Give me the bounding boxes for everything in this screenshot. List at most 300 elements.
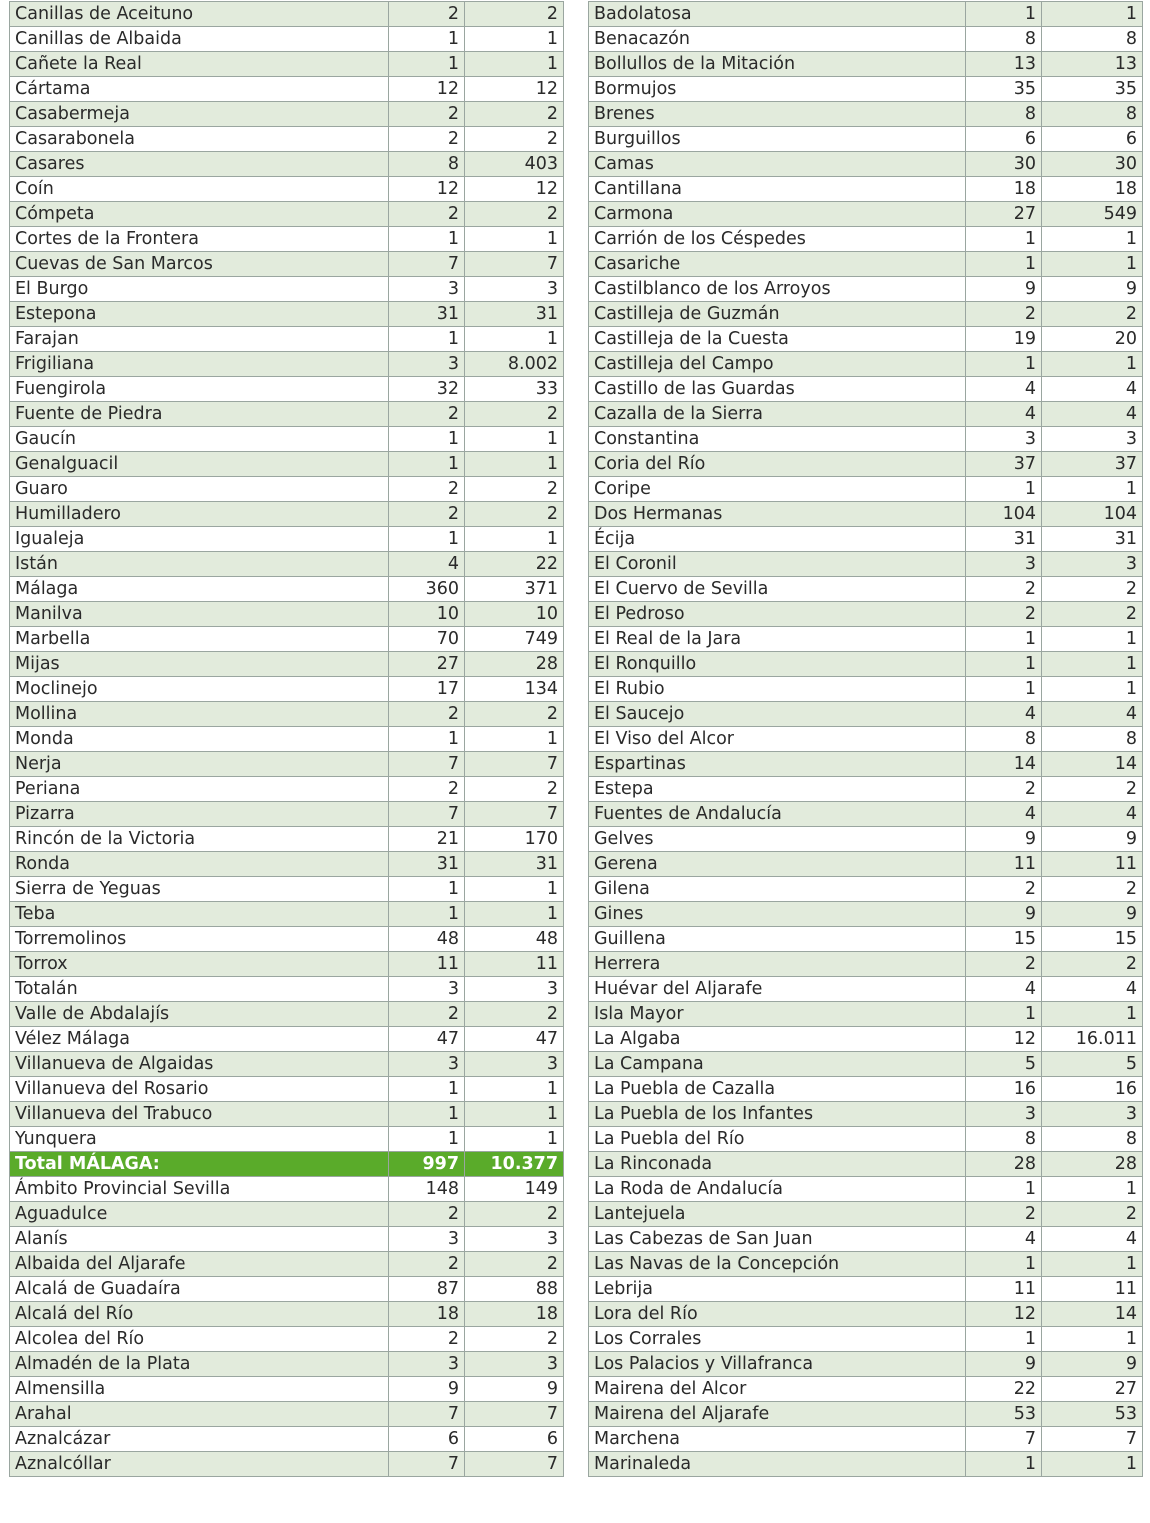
value-b-cell: 1 <box>1042 677 1143 702</box>
value-b-cell: 14 <box>1042 752 1143 777</box>
value-a-cell: 18 <box>966 177 1042 202</box>
table-row <box>589 352 1143 377</box>
municipality-cell: Aguadulce <box>10 1202 389 1227</box>
value-a-cell: 3 <box>389 277 465 302</box>
value-b-cell: 8 <box>1042 27 1143 52</box>
value-b-cell: 2 <box>1042 577 1143 602</box>
municipality-cell: La Puebla de Cazalla <box>589 1077 966 1102</box>
value-a-cell: 4 <box>966 402 1042 427</box>
table-row <box>589 202 1143 227</box>
table-row <box>589 1327 1143 1352</box>
value-a-cell: 1 <box>389 1102 465 1127</box>
table-row <box>589 1277 1143 1302</box>
table-row <box>10 252 564 277</box>
value-b-cell: 9 <box>1042 902 1143 927</box>
municipality-cell: Periana <box>10 777 389 802</box>
value-a-cell: 1 <box>389 427 465 452</box>
value-a-cell: 2 <box>389 202 465 227</box>
municipality-cell: Lora del Río <box>589 1302 966 1327</box>
value-b-cell: 18 <box>465 1302 564 1327</box>
value-b-cell: 22 <box>465 552 564 577</box>
value-a-cell: 9 <box>966 827 1042 852</box>
value-a-cell: 1 <box>389 227 465 252</box>
value-a-cell: 7 <box>389 1452 465 1477</box>
value-b-cell: 14 <box>1042 1302 1143 1327</box>
value-b-cell: 16 <box>1042 1077 1143 1102</box>
municipality-cell: Castilleja de Guzmán <box>589 302 966 327</box>
value-b-cell: 30 <box>1042 152 1143 177</box>
value-b-cell: 1 <box>465 1077 564 1102</box>
municipality-cell: Teba <box>10 902 389 927</box>
table-row <box>589 902 1143 927</box>
value-b-cell: 2 <box>465 777 564 802</box>
value-a-cell: 1 <box>966 2 1042 27</box>
value-a-cell: 1 <box>966 352 1042 377</box>
table-row <box>10 852 564 877</box>
value-a-cell: 1 <box>966 627 1042 652</box>
municipality-cell: Villanueva del Trabuco <box>10 1102 389 1127</box>
municipality-cell: Arahal <box>10 1402 389 1427</box>
table-row <box>10 452 564 477</box>
table-row <box>589 1227 1143 1252</box>
value-a-cell: 32 <box>389 377 465 402</box>
table-row <box>10 127 564 152</box>
municipality-cell: Cómpeta <box>10 202 389 227</box>
table-row <box>10 627 564 652</box>
value-b-cell: 10.377 <box>465 1152 564 1177</box>
table-row <box>589 1127 1143 1152</box>
municipality-cell: Gilena <box>589 877 966 902</box>
value-a-cell: 8 <box>966 727 1042 752</box>
municipality-cell: Los Palacios y Villafranca <box>589 1352 966 1377</box>
value-a-cell: 1 <box>389 1077 465 1102</box>
municipality-cell: Mairena del Aljarafe <box>589 1402 966 1427</box>
municipality-cell: Monda <box>10 727 389 752</box>
value-a-cell: 104 <box>966 502 1042 527</box>
table-row <box>10 952 564 977</box>
municipality-cell: Casariche <box>589 252 966 277</box>
municipality-cell: Málaga <box>10 577 389 602</box>
municipality-cell: El Burgo <box>10 277 389 302</box>
municipality-cell: Igualeja <box>10 527 389 552</box>
value-a-cell: 4 <box>966 977 1042 1002</box>
table-row <box>589 577 1143 602</box>
value-b-cell: 1 <box>1042 252 1143 277</box>
table-row <box>589 1052 1143 1077</box>
value-a-cell: 2 <box>966 1202 1042 1227</box>
municipality-cell: Villanueva del Rosario <box>10 1077 389 1102</box>
value-a-cell: 16 <box>966 1077 1042 1102</box>
value-b-cell: 1 <box>465 27 564 52</box>
municipality-cell: Moclinejo <box>10 677 389 702</box>
table-row <box>10 902 564 927</box>
table-row <box>10 1427 564 1452</box>
municipality-cell: Coín <box>10 177 389 202</box>
table-row <box>589 1177 1143 1202</box>
municipality-cell: Coria del Río <box>589 452 966 477</box>
value-b-cell: 27 <box>1042 1377 1143 1402</box>
value-a-cell: 2 <box>966 777 1042 802</box>
municipality-cell: El Saucejo <box>589 702 966 727</box>
municipality-cell: Aznalcázar <box>10 1427 389 1452</box>
municipality-cell: El Viso del Alcor <box>589 727 966 752</box>
municipality-cell: Castilblanco de los Arroyos <box>589 277 966 302</box>
table-row <box>589 1402 1143 1427</box>
value-b-cell: 3 <box>465 1352 564 1377</box>
value-a-cell: 7 <box>389 802 465 827</box>
table-row <box>10 677 564 702</box>
municipality-cell: Total MÁLAGA: <box>10 1152 389 1177</box>
table-row <box>589 702 1143 727</box>
table-row <box>589 677 1143 702</box>
table-row <box>589 152 1143 177</box>
value-a-cell: 12 <box>389 177 465 202</box>
table-row <box>10 1077 564 1102</box>
value-b-cell: 1 <box>1042 352 1143 377</box>
table-row <box>10 27 564 52</box>
table-row <box>589 252 1143 277</box>
municipality-cell: Écija <box>589 527 966 552</box>
municipality-cell: Bollullos de la Mitación <box>589 52 966 77</box>
value-b-cell: 1 <box>465 452 564 477</box>
value-a-cell: 3 <box>389 352 465 377</box>
value-b-cell: 170 <box>465 827 564 852</box>
value-a-cell: 11 <box>966 852 1042 877</box>
value-b-cell: 12 <box>465 177 564 202</box>
value-a-cell: 1 <box>389 727 465 752</box>
table-row <box>589 452 1143 477</box>
municipality-cell: Torremolinos <box>10 927 389 952</box>
table-row <box>10 1352 564 1377</box>
municipality-cell: Cañete la Real <box>10 52 389 77</box>
table-row <box>589 1352 1143 1377</box>
value-a-cell: 1 <box>389 902 465 927</box>
value-b-cell: 2 <box>465 502 564 527</box>
value-b-cell: 1 <box>465 1102 564 1127</box>
value-b-cell: 3 <box>465 977 564 1002</box>
value-a-cell: 8 <box>389 152 465 177</box>
value-a-cell: 7 <box>389 252 465 277</box>
value-a-cell: 1 <box>966 1252 1042 1277</box>
municipality-cell: Los Corrales <box>589 1327 966 1352</box>
value-b-cell: 2 <box>465 702 564 727</box>
value-a-cell: 9 <box>966 1352 1042 1377</box>
table-row <box>10 652 564 677</box>
value-a-cell: 3 <box>389 1227 465 1252</box>
table-row <box>10 527 564 552</box>
value-b-cell: 1 <box>465 427 564 452</box>
table-row <box>589 377 1143 402</box>
value-a-cell: 8 <box>966 102 1042 127</box>
value-a-cell: 3 <box>389 1052 465 1077</box>
value-b-cell: 2 <box>1042 302 1143 327</box>
value-a-cell: 12 <box>966 1302 1042 1327</box>
municipality-cell: Valle de Abdalajís <box>10 1002 389 1027</box>
municipality-cell: Marchena <box>589 1427 966 1452</box>
value-b-cell: 8 <box>1042 727 1143 752</box>
value-b-cell: 16.011 <box>1042 1027 1143 1052</box>
municipality-cell: Isla Mayor <box>589 1002 966 1027</box>
value-a-cell: 14 <box>966 752 1042 777</box>
municipality-cell: La Puebla del Río <box>589 1127 966 1152</box>
table-row <box>10 227 564 252</box>
value-a-cell: 31 <box>389 302 465 327</box>
value-b-cell: 3 <box>465 1052 564 1077</box>
table-row <box>589 977 1143 1002</box>
municipality-cell: Las Cabezas de San Juan <box>589 1227 966 1252</box>
value-b-cell: 1 <box>465 527 564 552</box>
value-a-cell: 2 <box>389 1002 465 1027</box>
municipality-cell: Canillas de Aceituno <box>10 2 389 27</box>
value-b-cell: 2 <box>465 202 564 227</box>
value-b-cell: 1 <box>1042 1452 1143 1477</box>
municipality-cell: Castilleja del Campo <box>589 352 966 377</box>
value-b-cell: 8 <box>1042 1127 1143 1152</box>
value-b-cell: 1 <box>465 327 564 352</box>
value-b-cell: 8 <box>1042 102 1143 127</box>
table-row <box>589 552 1143 577</box>
value-b-cell: 1 <box>465 1127 564 1152</box>
value-a-cell: 6 <box>389 1427 465 1452</box>
value-b-cell: 9 <box>1042 827 1143 852</box>
value-a-cell: 8 <box>966 27 1042 52</box>
table-row <box>10 477 564 502</box>
table-row <box>589 1302 1143 1327</box>
right-municipality-table <box>588 1 1143 1477</box>
table-row <box>589 177 1143 202</box>
municipality-cell: Albaida del Aljarafe <box>10 1252 389 1277</box>
value-a-cell: 1 <box>966 1452 1042 1477</box>
value-b-cell: 2 <box>465 1252 564 1277</box>
value-a-cell: 2 <box>389 1327 465 1352</box>
table-row <box>10 2 564 27</box>
table-row <box>589 802 1143 827</box>
value-b-cell: 88 <box>465 1277 564 1302</box>
value-b-cell: 28 <box>1042 1152 1143 1177</box>
table-row <box>10 877 564 902</box>
municipality-cell: Almensilla <box>10 1377 389 1402</box>
table-row <box>10 1177 564 1202</box>
value-a-cell: 6 <box>966 127 1042 152</box>
table-row <box>589 477 1143 502</box>
table-row <box>589 1377 1143 1402</box>
value-a-cell: 7 <box>389 1402 465 1427</box>
value-b-cell: 11 <box>465 952 564 977</box>
value-b-cell: 1 <box>465 902 564 927</box>
value-a-cell: 35 <box>966 77 1042 102</box>
value-a-cell: 27 <box>389 652 465 677</box>
value-a-cell: 2 <box>389 102 465 127</box>
municipality-cell: Humilladero <box>10 502 389 527</box>
value-a-cell: 2 <box>966 877 1042 902</box>
municipality-cell: Dos Hermanas <box>589 502 966 527</box>
municipality-cell: El Coronil <box>589 552 966 577</box>
municipality-cell: Alanís <box>10 1227 389 1252</box>
value-a-cell: 87 <box>389 1277 465 1302</box>
municipality-cell: Marinaleda <box>589 1452 966 1477</box>
value-a-cell: 2 <box>389 477 465 502</box>
value-b-cell: 1 <box>465 727 564 752</box>
value-b-cell: 3 <box>1042 552 1143 577</box>
value-a-cell: 15 <box>966 927 1042 952</box>
municipality-cell: Coripe <box>589 477 966 502</box>
value-a-cell: 2 <box>389 702 465 727</box>
value-b-cell: 20 <box>1042 327 1143 352</box>
value-a-cell: 37 <box>966 452 1042 477</box>
table-row <box>10 552 564 577</box>
value-a-cell: 19 <box>966 327 1042 352</box>
table-row <box>10 327 564 352</box>
value-b-cell: 1 <box>1042 1002 1143 1027</box>
value-a-cell: 4 <box>966 1227 1042 1252</box>
table-row <box>589 77 1143 102</box>
value-a-cell: 21 <box>389 827 465 852</box>
table-row <box>589 52 1143 77</box>
municipality-cell: Constantina <box>589 427 966 452</box>
value-a-cell: 11 <box>966 1277 1042 1302</box>
table-row <box>10 1002 564 1027</box>
value-b-cell: 9 <box>1042 277 1143 302</box>
table-row <box>589 727 1143 752</box>
table-row <box>10 1452 564 1477</box>
value-b-cell: 31 <box>465 852 564 877</box>
value-b-cell: 31 <box>1042 527 1143 552</box>
municipality-cell: Cortes de la Frontera <box>10 227 389 252</box>
table-row <box>10 777 564 802</box>
table-row <box>10 377 564 402</box>
table-row <box>10 577 564 602</box>
value-b-cell: 6 <box>465 1427 564 1452</box>
municipality-cell: Mijas <box>10 652 389 677</box>
table-row <box>10 502 564 527</box>
municipality-cell: Cuevas de San Marcos <box>10 252 389 277</box>
value-a-cell: 1 <box>966 227 1042 252</box>
municipality-cell: Alcalá de Guadaíra <box>10 1277 389 1302</box>
municipality-cell: Bormujos <box>589 77 966 102</box>
table-row <box>589 1027 1143 1052</box>
value-b-cell: 2 <box>1042 777 1143 802</box>
value-b-cell: 1 <box>1042 627 1143 652</box>
value-a-cell: 2 <box>389 777 465 802</box>
value-a-cell: 3 <box>389 1352 465 1377</box>
table-row <box>10 177 564 202</box>
value-a-cell: 2 <box>966 602 1042 627</box>
municipality-cell: Fuentes de Andalucía <box>589 802 966 827</box>
value-b-cell: 18 <box>1042 177 1143 202</box>
value-b-cell: 3 <box>465 277 564 302</box>
table-row <box>589 652 1143 677</box>
value-a-cell: 1 <box>389 52 465 77</box>
table-row <box>10 1202 564 1227</box>
table-row <box>589 952 1143 977</box>
municipality-cell: Mollina <box>10 702 389 727</box>
value-b-cell: 3 <box>465 1227 564 1252</box>
value-b-cell: 2 <box>465 402 564 427</box>
value-a-cell: 4 <box>966 377 1042 402</box>
municipality-cell: Alcalá del Río <box>10 1302 389 1327</box>
municipality-cell: Casarabonela <box>10 127 389 152</box>
value-b-cell: 1 <box>1042 1252 1143 1277</box>
table-row <box>589 827 1143 852</box>
value-a-cell: 2 <box>389 2 465 27</box>
municipality-cell: Gerena <box>589 852 966 877</box>
municipality-cell: Alcolea del Río <box>10 1327 389 1352</box>
table-row <box>10 1327 564 1352</box>
municipality-cell: Rincón de la Victoria <box>10 827 389 852</box>
table-row <box>589 1252 1143 1277</box>
municipality-cell: Guaro <box>10 477 389 502</box>
value-b-cell: 31 <box>465 302 564 327</box>
municipality-cell: Canillas de Albaida <box>10 27 389 52</box>
table-row <box>10 1402 564 1427</box>
municipality-cell: La Rinconada <box>589 1152 966 1177</box>
table-row <box>10 102 564 127</box>
value-b-cell: 1 <box>1042 652 1143 677</box>
table-row <box>10 1102 564 1127</box>
table-row <box>10 1227 564 1252</box>
value-b-cell: 6 <box>1042 127 1143 152</box>
value-b-cell: 7 <box>465 1402 564 1427</box>
municipality-cell: Frigiliana <box>10 352 389 377</box>
municipality-cell: Yunquera <box>10 1127 389 1152</box>
municipality-cell: Carrión de los Céspedes <box>589 227 966 252</box>
value-b-cell: 47 <box>465 1027 564 1052</box>
municipality-cell: Ronda <box>10 852 389 877</box>
municipality-cell: Brenes <box>589 102 966 127</box>
municipality-cell: El Real de la Jara <box>589 627 966 652</box>
value-a-cell: 5 <box>966 1052 1042 1077</box>
value-a-cell: 148 <box>389 1177 465 1202</box>
value-a-cell: 11 <box>389 952 465 977</box>
table-row <box>10 977 564 1002</box>
value-b-cell: 2 <box>465 1002 564 1027</box>
municipality-cell: Casabermeja <box>10 102 389 127</box>
table-row <box>10 152 564 177</box>
table-row <box>10 802 564 827</box>
value-b-cell: 1 <box>465 52 564 77</box>
value-a-cell: 1 <box>966 1327 1042 1352</box>
table-row <box>10 1252 564 1277</box>
municipality-cell: Badolatosa <box>589 2 966 27</box>
value-a-cell: 28 <box>966 1152 1042 1177</box>
value-a-cell: 13 <box>966 52 1042 77</box>
table-row <box>589 627 1143 652</box>
value-a-cell: 1 <box>966 652 1042 677</box>
municipality-cell: Sierra de Yeguas <box>10 877 389 902</box>
table-row <box>589 227 1143 252</box>
value-b-cell: 104 <box>1042 502 1143 527</box>
value-b-cell: 7 <box>465 252 564 277</box>
municipality-cell: La Roda de Andalucía <box>589 1177 966 1202</box>
municipality-cell: El Rubio <box>589 677 966 702</box>
value-a-cell: 4 <box>389 552 465 577</box>
value-a-cell: 2 <box>389 402 465 427</box>
municipality-cell: Herrera <box>589 952 966 977</box>
municipality-cell: Gines <box>589 902 966 927</box>
value-b-cell: 7 <box>465 802 564 827</box>
table-row <box>10 1027 564 1052</box>
value-a-cell: 18 <box>389 1302 465 1327</box>
value-b-cell: 7 <box>465 1452 564 1477</box>
table-row <box>10 602 564 627</box>
municipality-cell: Aznalcóllar <box>10 1452 389 1477</box>
value-a-cell: 7 <box>966 1427 1042 1452</box>
value-a-cell: 1 <box>966 1177 1042 1202</box>
municipality-cell: Istán <box>10 552 389 577</box>
value-b-cell: 8.002 <box>465 352 564 377</box>
value-b-cell: 4 <box>1042 377 1143 402</box>
value-b-cell: 2 <box>465 1202 564 1227</box>
